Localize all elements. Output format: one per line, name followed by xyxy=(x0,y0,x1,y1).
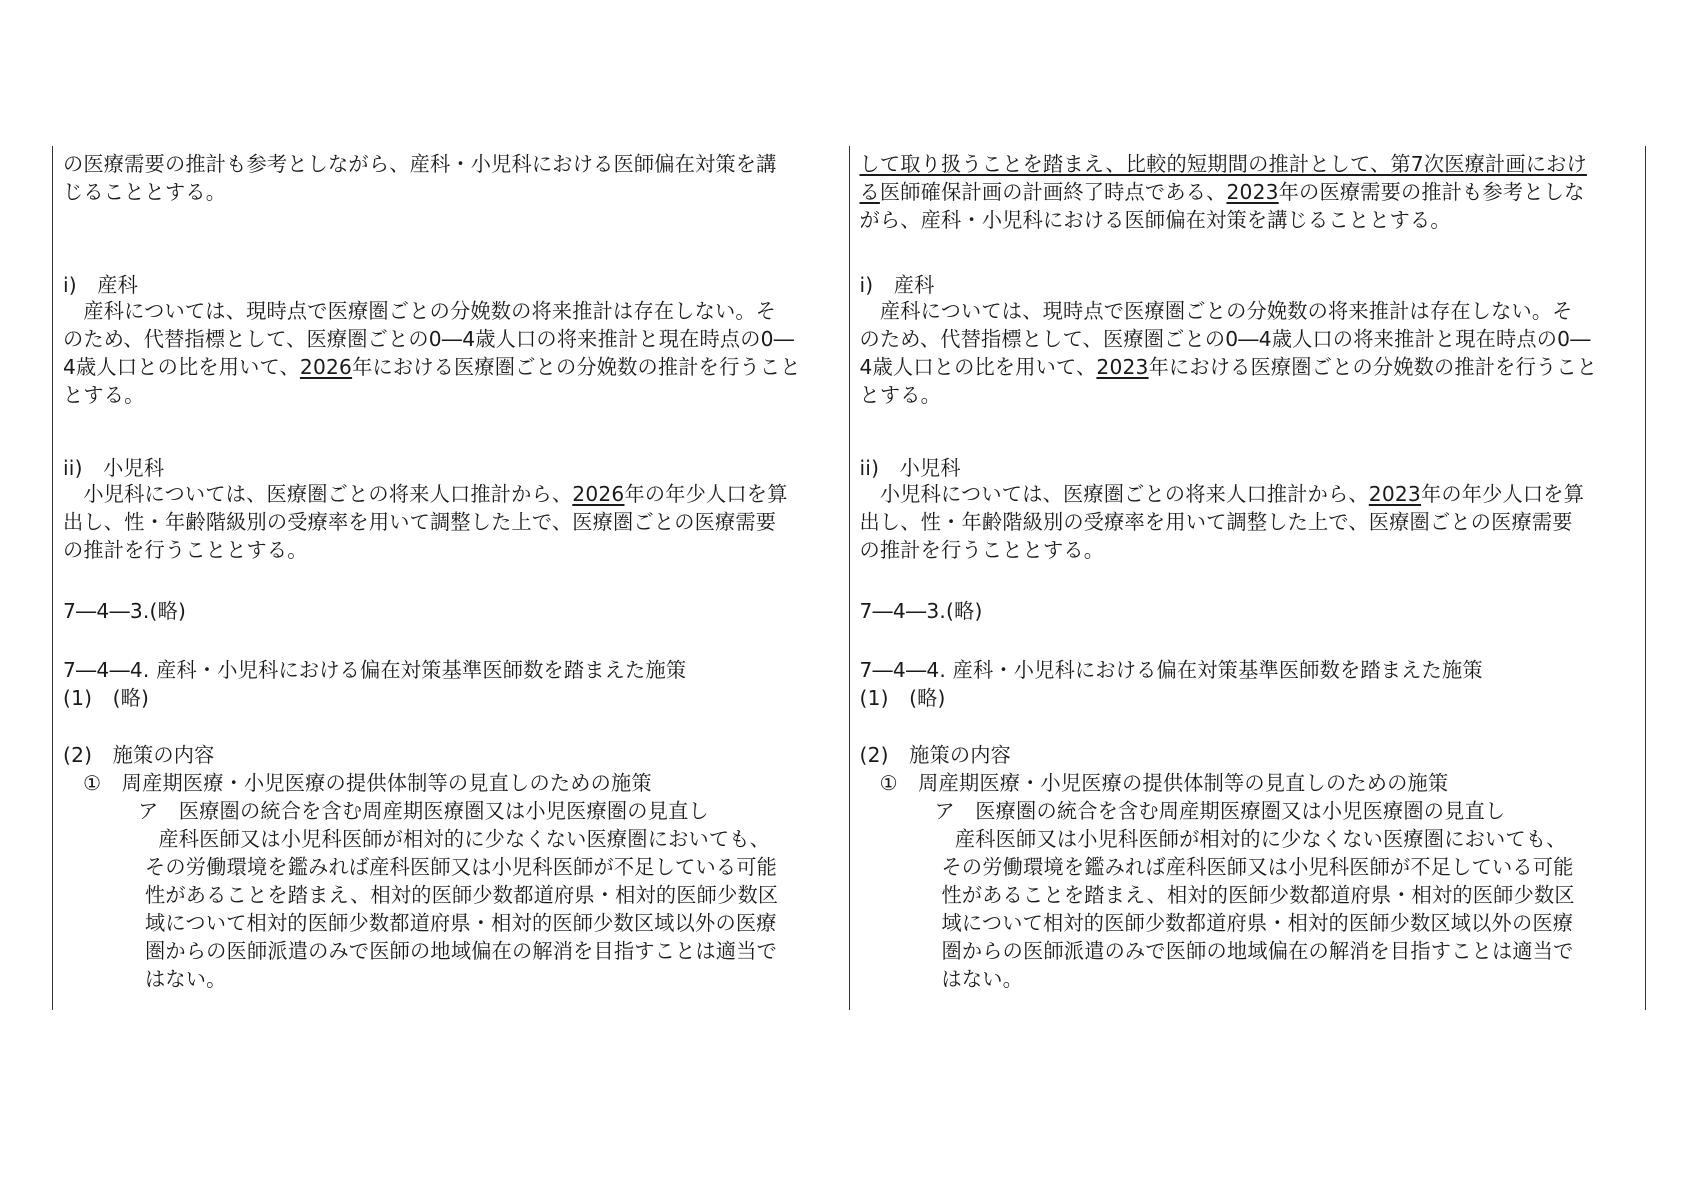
text-segment: の推計を行うこととする。 xyxy=(859,538,1105,562)
text-line xyxy=(860,271,935,299)
text-line xyxy=(860,381,942,409)
text-line xyxy=(860,536,1105,564)
text-line xyxy=(63,325,794,353)
text-segment: ii) 小児科 xyxy=(859,456,961,480)
text-segment: 年の医療需要の推計も参考としな xyxy=(1278,180,1585,204)
text-line xyxy=(860,297,1573,325)
text-line xyxy=(145,853,777,881)
underlined-text: 2023 xyxy=(1226,180,1279,204)
text-segment: その労働環境を鑑みれば産科医師又は小児科医師が不足している可能 xyxy=(145,855,778,879)
text-segment: のため、代替指標として、医療圏ごとの0―4歳人口の将来推計と現在時点の0― xyxy=(63,327,795,351)
text-line xyxy=(942,965,1024,993)
text-line xyxy=(83,769,652,797)
text-segment: 圏からの医師派遣のみで医師の地域偏在の解消を目指すことは適当で xyxy=(941,939,1574,963)
text-line xyxy=(860,353,1598,381)
text-segment: 産科については、現時点で医療圏ごとの分娩数の将来推計は存在しない。そ xyxy=(859,299,1573,323)
text-line xyxy=(942,853,1574,881)
text-segment: じることとする。 xyxy=(63,180,227,204)
text-line xyxy=(145,965,227,993)
text-line xyxy=(63,150,777,178)
text-segment: ア 医療圏の統合を含む周産期医療圏又は小児医療圏の見直し xyxy=(934,799,1506,823)
underlined-text: して取り扱うことを踏まえ、比較的短期間の推計として、第7次医療計画におけ xyxy=(859,152,1587,176)
text-segment: その労働環境を鑑みれば産科医師又は小児科医師が不足している可能 xyxy=(941,855,1574,879)
text-line xyxy=(63,480,788,508)
text-segment: 小児科については、医療圏ごとの将来人口推計から、 xyxy=(859,482,1369,506)
text-line xyxy=(63,508,776,536)
comparison-table xyxy=(52,146,1646,1010)
text-line xyxy=(860,454,961,482)
text-line xyxy=(860,480,1585,508)
text-line xyxy=(860,508,1573,536)
text-segment: とする。 xyxy=(63,383,145,407)
text-segment: 圏からの医師派遣のみで医師の地域偏在の解消を目指すことは適当で xyxy=(145,939,778,963)
underlined-text: 2023 xyxy=(1368,482,1421,506)
text-line xyxy=(880,769,1449,797)
text-line xyxy=(63,684,149,712)
text-line xyxy=(942,909,1574,937)
text-segment: 年における医療圏ごとの分娩数の推計を行うこと xyxy=(352,355,801,379)
underlined-text: 2023 xyxy=(1096,355,1149,379)
text-segment: 域について相対的医師少数都道府県・相対的医師少数区域以外の医療 xyxy=(941,911,1574,935)
right-column xyxy=(849,146,1647,1010)
text-segment: の医療需要の推計も参考としながら、産科・小児科における医師偏在対策を講 xyxy=(63,152,777,176)
text-segment: 4歳人口との比を用いて、 xyxy=(63,355,300,379)
text-line xyxy=(942,937,1574,965)
text-line xyxy=(63,741,215,769)
text-line xyxy=(63,454,164,482)
text-line xyxy=(138,797,709,825)
text-segment: 小児科については、医療圏ごとの将来人口推計から、 xyxy=(63,482,573,506)
text-segment: 7―4―3.(略) xyxy=(859,599,983,623)
text-segment: 性があることを踏まえ、相対的医師少数都道府県・相対的医師少数区 xyxy=(941,883,1575,907)
text-segment: (2) 施策の内容 xyxy=(859,743,1012,767)
text-line xyxy=(935,825,1567,853)
text-segment: のため、代替指標として、医療圏ごとの0―4歳人口の将来推計と現在時点の0― xyxy=(859,327,1591,351)
text-line xyxy=(860,150,1587,178)
text-line xyxy=(145,937,777,965)
text-segment: 産科医師又は小児科医師が相対的に少なくない医療圏においても、 xyxy=(138,827,771,851)
text-segment: 出し、性・年齢階級別の受療率を用いて調整した上で、医療圏ごとの医療需要 xyxy=(859,510,1573,534)
text-segment: ii) 小児科 xyxy=(63,456,165,480)
text-line xyxy=(860,178,1585,206)
text-segment: 4歳人口との比を用いて、 xyxy=(859,355,1097,379)
text-line xyxy=(63,381,145,409)
text-segment: 7―4―3.(略) xyxy=(63,599,187,623)
text-segment: がら、産科・小児科における医師偏在対策を講じることとする。 xyxy=(859,208,1451,232)
text-line xyxy=(942,881,1575,909)
text-segment: (1) (略) xyxy=(859,686,946,710)
text-line xyxy=(145,881,778,909)
text-line xyxy=(63,353,801,381)
text-segment: 年の年少人口を算 xyxy=(624,482,788,506)
text-segment: ① 周産期医療・小児医療の提供体制等の見直しのための施策 xyxy=(879,771,1449,795)
text-line xyxy=(860,325,1591,353)
text-segment: 医師確保計画の計画終了時点である、 xyxy=(879,180,1227,204)
text-line xyxy=(138,825,770,853)
text-segment: 7―4―4. 産科・小児科における偏在対策基準医師数を踏まえた施策 xyxy=(859,658,1483,682)
text-segment: とする。 xyxy=(859,383,942,407)
text-segment: 出し、性・年齢階級別の受療率を用いて調整した上で、医療圏ごとの医療需要 xyxy=(63,510,777,534)
text-segment: i) 産科 xyxy=(859,273,935,297)
text-line xyxy=(860,741,1012,769)
text-segment: ① 周産期医療・小児医療の提供体制等の見直しのための施策 xyxy=(83,771,652,795)
text-line xyxy=(63,656,686,684)
text-line xyxy=(860,206,1451,234)
text-segment: i) 産科 xyxy=(63,273,139,297)
text-segment: 7―4―4. 産科・小児科における偏在対策基準医師数を踏まえた施策 xyxy=(63,658,687,682)
text-line xyxy=(860,684,946,712)
text-segment: 産科については、現時点で医療圏ごとの分娩数の将来推計は存在しない。そ xyxy=(63,299,777,323)
text-segment: 産科医師又は小児科医師が相対的に少なくない医療圏においても、 xyxy=(934,827,1567,851)
text-line xyxy=(63,597,186,625)
text-segment: はない。 xyxy=(145,967,227,991)
text-segment: はない。 xyxy=(941,967,1024,991)
text-segment: (1) (略) xyxy=(63,686,150,710)
text-line xyxy=(63,536,308,564)
text-line xyxy=(935,797,1506,825)
text-line xyxy=(63,297,776,325)
text-segment: (2) 施策の内容 xyxy=(63,743,215,767)
underlined-text: 2026 xyxy=(299,355,353,379)
text-line xyxy=(860,597,983,625)
text-segment: 域について相対的医師少数都道府県・相対的医師少数区域以外の医療 xyxy=(145,911,777,935)
text-segment: 年における医療圏ごとの分娩数の推計を行うこと xyxy=(1148,355,1598,379)
text-segment: ア 医療圏の統合を含む周産期医療圏又は小児医療圏の見直し xyxy=(138,799,709,823)
text-segment: 性があることを踏まえ、相対的医師少数都道府県・相対的医師少数区 xyxy=(145,883,779,907)
underlined-text: 2026 xyxy=(572,482,625,506)
text-line xyxy=(860,656,1483,684)
text-line xyxy=(145,909,777,937)
text-line xyxy=(63,178,226,206)
text-line xyxy=(63,271,138,299)
text-segment: の推計を行うこととする。 xyxy=(63,538,308,562)
text-segment: 年の年少人口を算 xyxy=(1420,482,1585,506)
underlined-text: る xyxy=(859,180,880,204)
left-column xyxy=(52,146,849,1010)
